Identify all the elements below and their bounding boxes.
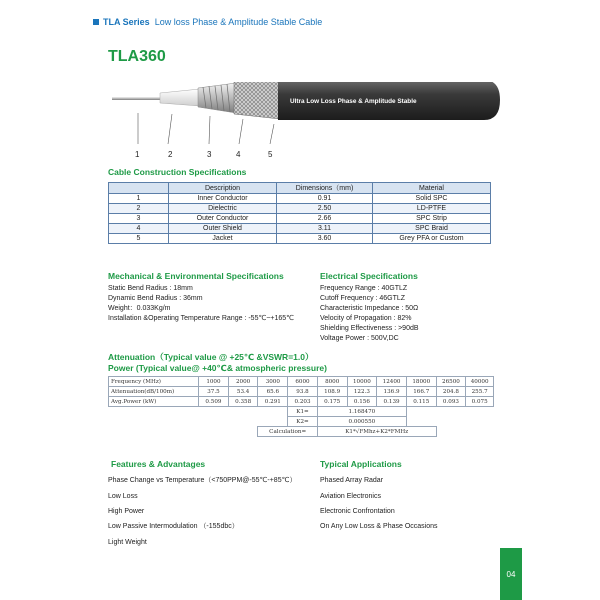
table-cell: 0.093 xyxy=(436,397,466,407)
table-cell: 65.6 xyxy=(258,387,288,397)
series-description: Low loss Phase & Amplitude Stable Cable xyxy=(154,17,323,27)
table-cell: 5 xyxy=(109,234,169,244)
table-cell: 18000 xyxy=(406,377,436,387)
table-cell: 40000 xyxy=(466,377,494,387)
table-row xyxy=(109,204,491,214)
table-cell: 0.115 xyxy=(406,397,436,407)
spacer-cell xyxy=(228,407,258,417)
k2-value: 0.000550 xyxy=(317,417,406,427)
table-cell: 3.60 xyxy=(277,234,373,244)
table-cell: Attenuation(dB/100m) xyxy=(109,387,199,397)
table-cell: Outer Conductor xyxy=(169,214,277,224)
table-row xyxy=(109,387,494,397)
table-cell: 37.5 xyxy=(199,387,229,397)
spacer-cell xyxy=(258,417,288,427)
outer-conductor xyxy=(198,83,236,113)
table-cell: Grey PFA or Custom xyxy=(373,234,491,244)
spacer-cell xyxy=(228,427,258,437)
table-cell: 0.509 xyxy=(199,397,229,407)
table-cell: 93.8 xyxy=(288,387,318,397)
table-cell: 4 xyxy=(109,224,169,234)
spacer-cell xyxy=(466,417,494,427)
electrical-title: Electrical Specifications xyxy=(320,271,418,281)
table-cell: 12400 xyxy=(377,377,407,387)
spec-line: Dynamic Bend Radius : 36mm xyxy=(108,295,203,302)
square-bullet-icon xyxy=(93,19,99,25)
mechanical-title: Mechanical & Environmental Specifications xyxy=(108,271,284,281)
table-cell: 2 xyxy=(109,204,169,214)
spacer-cell xyxy=(109,427,199,437)
dielectric xyxy=(160,89,200,106)
table-row xyxy=(109,224,491,234)
column-header: Dimensions（mm) xyxy=(277,183,373,194)
table-cell: 0.175 xyxy=(317,397,347,407)
table-cell: Dielectric xyxy=(169,204,277,214)
table-cell: Jacket xyxy=(169,234,277,244)
table-cell: 166.7 xyxy=(406,387,436,397)
table-cell: 1 xyxy=(109,194,169,204)
callout-3: 3 xyxy=(207,150,212,159)
table-cell: 136.9 xyxy=(377,387,407,397)
feature-item: Low Passive Intermodulation （-155dbc） xyxy=(108,523,239,530)
k1-label: K1= xyxy=(288,407,318,417)
feature-item: Light Weight xyxy=(108,539,147,546)
jacket-print: Ultra Low Loss Phase & Amplitude Stable xyxy=(290,98,417,105)
spacer-cell xyxy=(406,407,436,417)
calculation-formula: K1*√FMhz+K2*FMHz xyxy=(317,427,436,437)
table-cell: 3000 xyxy=(258,377,288,387)
construction-title: Cable Construction Specifications xyxy=(108,167,247,177)
cable-illustration xyxy=(108,82,508,152)
table-cell: 53.4 xyxy=(228,387,258,397)
table-header-row xyxy=(109,183,491,194)
feature-item: High Power xyxy=(108,508,145,515)
series-header xyxy=(93,17,322,27)
table-row xyxy=(109,407,494,417)
spacer-cell xyxy=(199,407,229,417)
feature-item: Phase Change vs Temperature（<750PPM@-55℃-+85℃） xyxy=(108,477,297,484)
table-cell: 2.66 xyxy=(277,214,373,224)
table-cell: 8000 xyxy=(317,377,347,387)
page-number: 04 xyxy=(506,570,516,579)
spec-line: Voltage Power : 500V,DC xyxy=(320,335,399,342)
spacer-cell xyxy=(199,427,229,437)
spacer-cell xyxy=(436,427,466,437)
application-item: Electronic Confrontation xyxy=(320,508,395,515)
table-cell: 0.139 xyxy=(377,397,407,407)
table-row xyxy=(109,377,494,387)
table-row xyxy=(109,417,494,427)
table-cell: 2000 xyxy=(228,377,258,387)
feature-item: Low Loss xyxy=(108,493,138,500)
callout-4: 4 xyxy=(236,150,241,159)
outer-shield-braid xyxy=(234,82,280,119)
applications-title: Typical Applications xyxy=(320,459,402,469)
table-cell: 108.9 xyxy=(317,387,347,397)
table-cell: 0.91 xyxy=(277,194,373,204)
callout-2: 2 xyxy=(168,150,173,159)
table-cell: Frequency (MHz) xyxy=(109,377,199,387)
calculation-label: Calculation= xyxy=(258,427,317,437)
application-item: On Any Low Loss & Phase Occasions xyxy=(320,523,438,530)
series-label: TLA Series xyxy=(103,17,150,27)
spacer-cell xyxy=(228,417,258,427)
spacer-cell xyxy=(258,407,288,417)
column-header: Description xyxy=(169,183,277,194)
table-cell: 6000 xyxy=(288,377,318,387)
table-cell: 122.3 xyxy=(347,387,377,397)
table-row xyxy=(109,194,491,204)
construction-table xyxy=(108,182,491,244)
table-cell: 0.291 xyxy=(258,397,288,407)
mechanical-specs xyxy=(108,284,294,324)
spec-line: Frequency Range : 40GTLZ xyxy=(320,285,408,292)
table-cell: Outer Shield xyxy=(169,224,277,234)
spec-line: Characteristic Impedance : 50Ω xyxy=(320,305,419,312)
table-cell: 26500 xyxy=(436,377,466,387)
table-row xyxy=(109,214,491,224)
spacer-cell xyxy=(109,407,199,417)
spacer-cell xyxy=(436,407,466,417)
spec-line: Cutoff Frequency : 46GTLZ xyxy=(320,295,406,302)
spacer-cell xyxy=(199,417,229,427)
attenuation-title-line1: Attenuation（Typical value @ +25℃ &VSWR=1.0） xyxy=(108,352,314,362)
spec-line: Shielding Effectiveness : >90dB xyxy=(320,325,419,332)
application-item: Aviation Electronics xyxy=(320,493,381,500)
features-title: Features & Advantages xyxy=(111,459,206,469)
spec-line: Static Bend Radius : 18mm xyxy=(108,285,193,292)
table-cell: SPC Strip xyxy=(373,214,491,224)
application-item: Phased Array Radar xyxy=(320,477,384,484)
spacer-cell xyxy=(466,407,494,417)
inner-conductor xyxy=(112,97,162,100)
table-row xyxy=(109,234,491,244)
attenuation-title-line2: Power (Typical value@ +40℃& atmospheric pressure) xyxy=(108,363,327,373)
table-cell: 1000 xyxy=(199,377,229,387)
table-cell: 0.075 xyxy=(466,397,494,407)
electrical-specs xyxy=(320,284,419,344)
table-cell: 3 xyxy=(109,214,169,224)
table-cell: Avg.Power (kW) xyxy=(109,397,199,407)
table-cell: 2.50 xyxy=(277,204,373,214)
table-cell: 255.7 xyxy=(466,387,494,397)
spec-line: Velocity of Propagation : 82% xyxy=(320,315,412,322)
table-cell: 204.8 xyxy=(436,387,466,397)
column-header: Material xyxy=(373,183,491,194)
table-cell: 10000 xyxy=(347,377,377,387)
table-cell: LD-PTFE xyxy=(373,204,491,214)
spec-line: Installation &Operating Temperature Range : -55℃~+165℃ xyxy=(108,315,295,322)
k2-label: K2= xyxy=(288,417,318,427)
table-row xyxy=(109,427,494,437)
table-cell: 0.358 xyxy=(228,397,258,407)
spacer-cell xyxy=(466,427,494,437)
spec-line: Weight：0.033Kg/m xyxy=(108,305,171,312)
spacer-cell xyxy=(406,417,436,427)
attenuation-table xyxy=(108,376,494,437)
table-row xyxy=(109,397,494,407)
column-header xyxy=(109,183,169,194)
spacer-cell xyxy=(436,417,466,427)
table-cell: 0.156 xyxy=(347,397,377,407)
spacer-cell xyxy=(109,417,199,427)
callout-leaders xyxy=(138,113,274,144)
table-cell: Solid SPC xyxy=(373,194,491,204)
table-cell: 0.203 xyxy=(288,397,318,407)
callout-1: 1 xyxy=(135,150,140,159)
attenuation-title xyxy=(108,352,327,374)
table-cell: 3.11 xyxy=(277,224,373,234)
table-cell: SPC Braid xyxy=(373,224,491,234)
k1-value: 1.168470 xyxy=(317,407,406,417)
model-title: TLA360 xyxy=(108,48,166,65)
callout-5: 5 xyxy=(268,150,273,159)
table-cell: Inner Conductor xyxy=(169,194,277,204)
